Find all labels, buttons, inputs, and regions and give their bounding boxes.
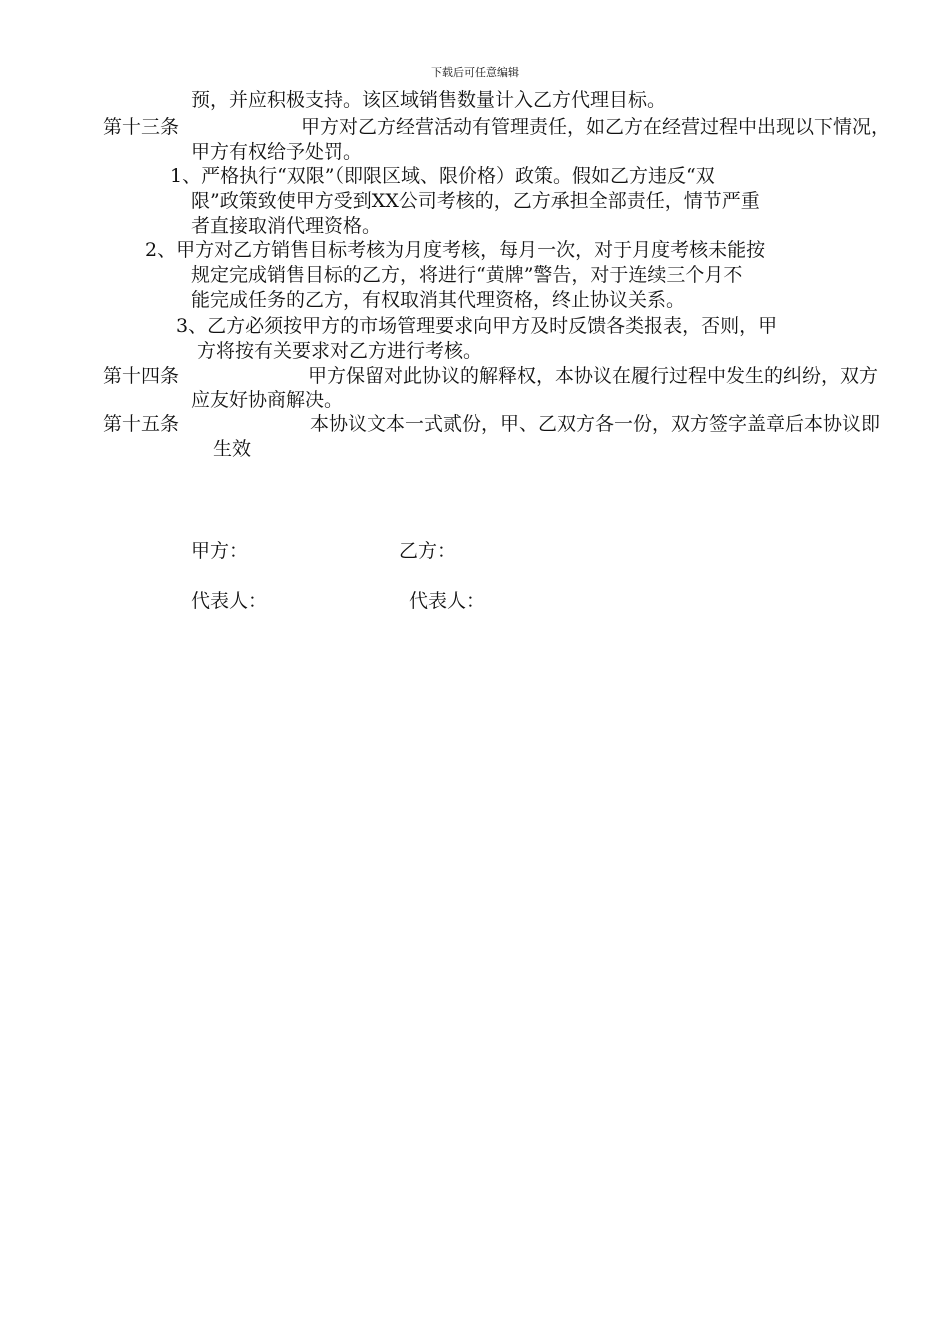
article-13-line-1 [103,115,890,139]
article-15-text: 本协议文本一式贰份，甲、乙双方各一份，双方签字盖章后本协议即 [309,413,880,435]
article-14-label: 第十四条 [103,365,180,387]
article-13-label: 第十三条 [103,116,180,138]
article-15-line-1 [103,412,880,436]
list-item-3-line-1: 3、乙方必须按甲方的市场管理要求向甲方及时反馈各类报表，否则，甲 [176,315,778,337]
representative-a-label: 代表人： [191,590,268,612]
party-a-label: 甲方： [191,540,249,562]
list-item-1-line-2: 限”政策致使甲方受到XX公司考核的，乙方承担全部责任，情节严重 [191,190,760,212]
article-15-label: 第十五条 [103,413,180,435]
previous-paragraph-continuation: 预，并应积极支持。该区域销售数量计入乙方代理目标。 [191,89,667,111]
article-13-line-2: 甲方有权给予处罚。 [191,141,363,163]
article-14-line-2: 应友好协商解决。 [191,389,344,411]
header-note: 下载后可任意编辑 [431,66,519,79]
article-14-text: 甲方保留对此协议的解释权，本协议在履行过程中发生的纠纷，双方 [307,365,878,387]
article-15-line-2: 生效 [213,438,252,460]
list-item-2-line-3: 能完成任务的乙方，有权取消其代理资格，终止协议关系。 [191,289,686,311]
article-14-line-1 [103,364,878,388]
representative-b-label: 代表人： [409,590,486,612]
list-item-2-line-1: 2、甲方对乙方销售目标考核为月度考核，每月一次，对于月度考核未能按 [145,239,766,261]
list-item-3-line-2: 方将按有关要求对乙方进行考核。 [197,340,483,362]
list-item-2-line-2: 规定完成销售目标的乙方，将进行“黄牌”警告，对于连续三个月不 [191,264,743,286]
party-b-label: 乙方： [399,540,457,562]
list-item-1-line-3: 者直接取消代理资格。 [191,215,382,237]
list-item-1-line-1: 1、严格执行“双限”（即限区域、限价格）政策。假如乙方违反“双 [170,165,715,187]
article-13-text: 甲方对乙方经营活动有管理责任，如乙方在经营过程中出现以下情况， [300,116,890,138]
